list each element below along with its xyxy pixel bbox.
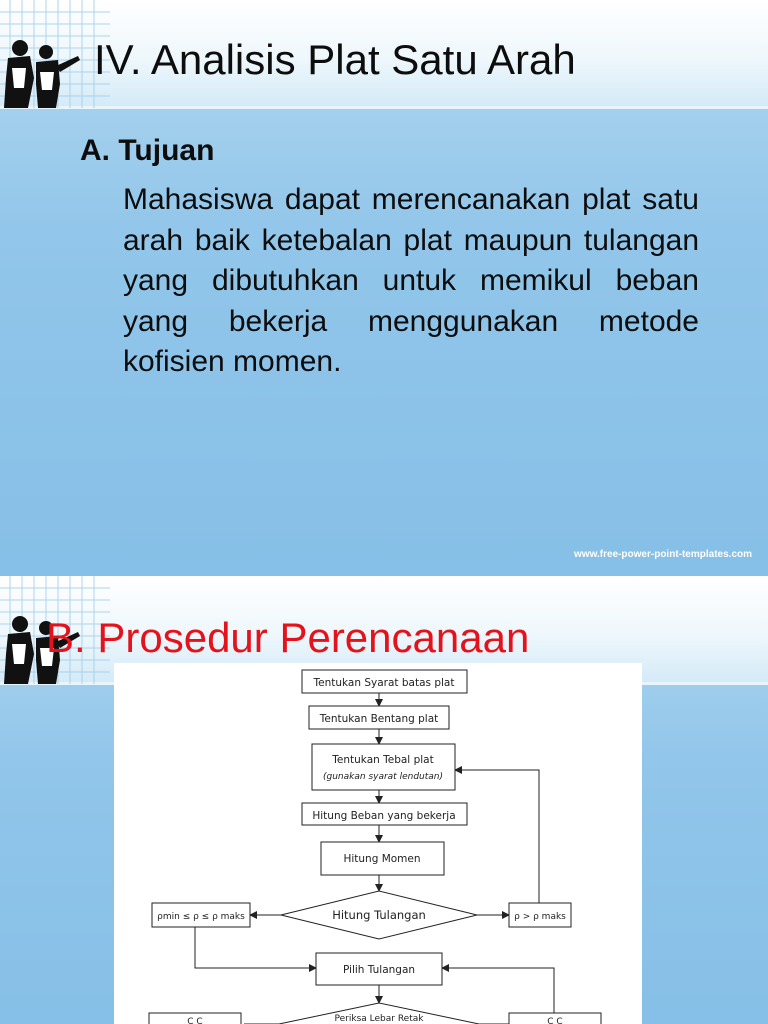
step2-label: Tentukan Bentang plat (319, 713, 439, 725)
step5-label: Hitung Momen (343, 853, 421, 865)
slide-title: IV. Analisis Plat Satu Arah (94, 36, 576, 83)
step-box-3 (312, 744, 455, 790)
connector (442, 968, 554, 1013)
loop-connector (455, 770, 539, 903)
slide-title: B. Prosedur Perencanaan (46, 614, 530, 661)
slide-2 (0, 576, 768, 1024)
footer-url: www.free-power-point-templates.com (574, 549, 752, 560)
flowchart (114, 663, 642, 1024)
step3-sublabel: (gunakan syarat lendutan) (323, 772, 443, 782)
connector (195, 927, 316, 968)
step4-label: Hitung Beban yang bekerja (312, 810, 456, 822)
section-heading: A. Tujuan (80, 134, 215, 167)
bottom-right-label: C C (547, 1017, 563, 1024)
step3-label: Tentukan Tebal plat (332, 754, 434, 766)
flowchart-canvas (114, 663, 642, 1024)
body-paragraph: Mahasiswa dapat merencanakan plat satu arah baik ketebalan plat maupun tulangan yang dibutuhkan untuk memikul beban yang bekerja menggunakan metode kofisien momen. (123, 183, 699, 378)
step6-label: Pilih Tulangan (342, 964, 416, 976)
decision1-label: Hitung Tulangan (332, 908, 426, 922)
decision2-label: Periksa Lebar Retak (334, 1014, 424, 1024)
bottom-left-label: C C (187, 1017, 203, 1024)
engineers-clipart-icon (0, 38, 80, 110)
step1-label: Tentukan Syarat batas plat (313, 677, 455, 689)
left-condition-label: ρmin ≤ ρ ≤ ρ maks (157, 912, 245, 922)
right-condition-label: ρ > ρ maks (514, 912, 566, 922)
